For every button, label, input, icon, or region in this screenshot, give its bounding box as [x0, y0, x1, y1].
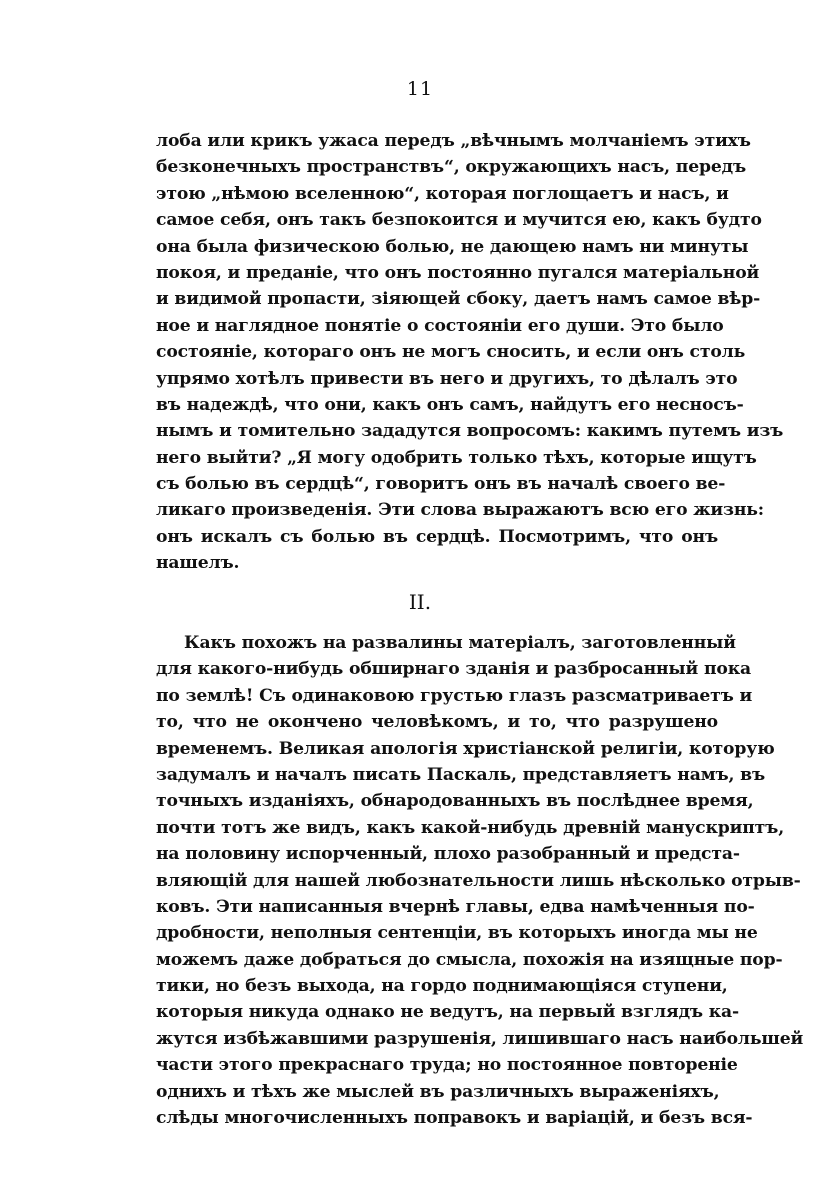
text-line: этою „нѣмою вселенною“, которая поглощаетъ и насъ, и [156, 183, 729, 204]
paragraph-continued [156, 128, 784, 577]
text-line: временемъ. Великая апологія христіанской религіи, которую [156, 738, 775, 759]
page-number: 11 [406, 78, 434, 100]
text-line: него выйти? „Я могу одобрить только тѣхъ, которые ищутъ [156, 447, 757, 468]
text-line: слѣды многочисленныхъ поправокъ и варіацій, и безъ вся- [156, 1108, 753, 1129]
text-line: для какого-нибудь обширнаго зданія и разбросанный пока [156, 659, 751, 680]
text-line: точныхъ изданіяхъ, обнародованныхъ въ послѣднее время, [156, 791, 754, 812]
text-line: задумалъ и началъ писать Паскаль, представляетъ намъ, въ [156, 764, 766, 785]
text-line: ликаго произведенія. Эти слова выражаютъ всю его жизнь: [156, 500, 764, 521]
text-line: можемъ даже добраться до смысла, похожія на изящные пор- [156, 949, 783, 970]
paragraph-section-2 [156, 630, 804, 1131]
text-line: упрямо хотѣлъ привести въ него и другихъ, то дѣлалъ это [156, 368, 738, 389]
text-line: которыя никуда однако не ведутъ, на первый взглядъ ка- [156, 1002, 739, 1023]
text-line: тики, но безъ выхода, на гордо поднимающіяся ступени, [156, 976, 728, 997]
text-line: состояніе, котораго онъ не могъ сносить, и если онъ столь [156, 342, 746, 363]
text-line: нымъ и томительно зададутся вопросомъ: какимъ путемъ изъ [156, 421, 784, 442]
text-line: покоя, и преданіе, что онъ постоянно пугался матеріальной [156, 262, 760, 283]
text-line: жутся избѣжавшими разрушенія, лишившаго насъ наибольшей [156, 1028, 804, 1049]
text-line: ное и наглядное понятіе о состояніи его души. Это было [156, 315, 724, 336]
text-line: и видимой пропасти, зіяющей сбоку, даетъ намъ самое вѣр- [156, 289, 761, 310]
text-line: лоба или крикъ ужаса передъ „вѣчнымъ молчаніемъ этихъ [156, 131, 751, 151]
text-line: на половину испорченный, плохо разобранный и предста- [156, 844, 740, 865]
text-line: она была физическою болью, не дающею намъ ни минуты [156, 236, 749, 257]
text-line: нашелъ. [156, 553, 240, 574]
section-heading: II. [408, 590, 432, 614]
text-line: однихъ и тѣхъ же мыслей въ различныхъ выраженіяхъ, [156, 1081, 720, 1102]
text-line: по землѣ! Съ одинаковою грустью глазъ разсматриваетъ и [156, 685, 753, 706]
text-line: въ надеждѣ, что они, какъ онъ самъ, найдутъ его несносъ- [156, 394, 744, 415]
text-line: то, что не окончено человѣкомъ, и то, что разрушено [156, 712, 718, 733]
text-line: части этого прекраснаго труда; но постоянное повтореніе [156, 1055, 738, 1076]
text-line: самое себя, онъ такъ безпокоится и мучится ею, какъ будто [156, 210, 762, 231]
text-line: Какъ похожъ на развалины матеріалъ, заготовленный [184, 633, 736, 653]
text-line: ковъ. Эти написанныя вчернѣ главы, едва намѣченныя по- [156, 896, 755, 917]
text-line: вляющій для нашей любознательности лишь нѣсколько отрыв- [156, 870, 801, 891]
text-line: почти тотъ же видъ, какъ какой-нибудь древній манускриптъ, [156, 817, 785, 838]
text-line: съ болью въ сердцѣ“, говоритъ онъ въ началѣ своего ве- [156, 474, 726, 495]
text-line: безконечныхъ пространствъ“, окружающихъ насъ, передъ [156, 157, 746, 178]
text-line: онъ искалъ съ болью въ сердцѣ. Посмотримъ, что онъ [156, 526, 718, 547]
text-line: дробности, неполныя сентенціи, въ которыхъ иногда мы не [156, 923, 758, 944]
